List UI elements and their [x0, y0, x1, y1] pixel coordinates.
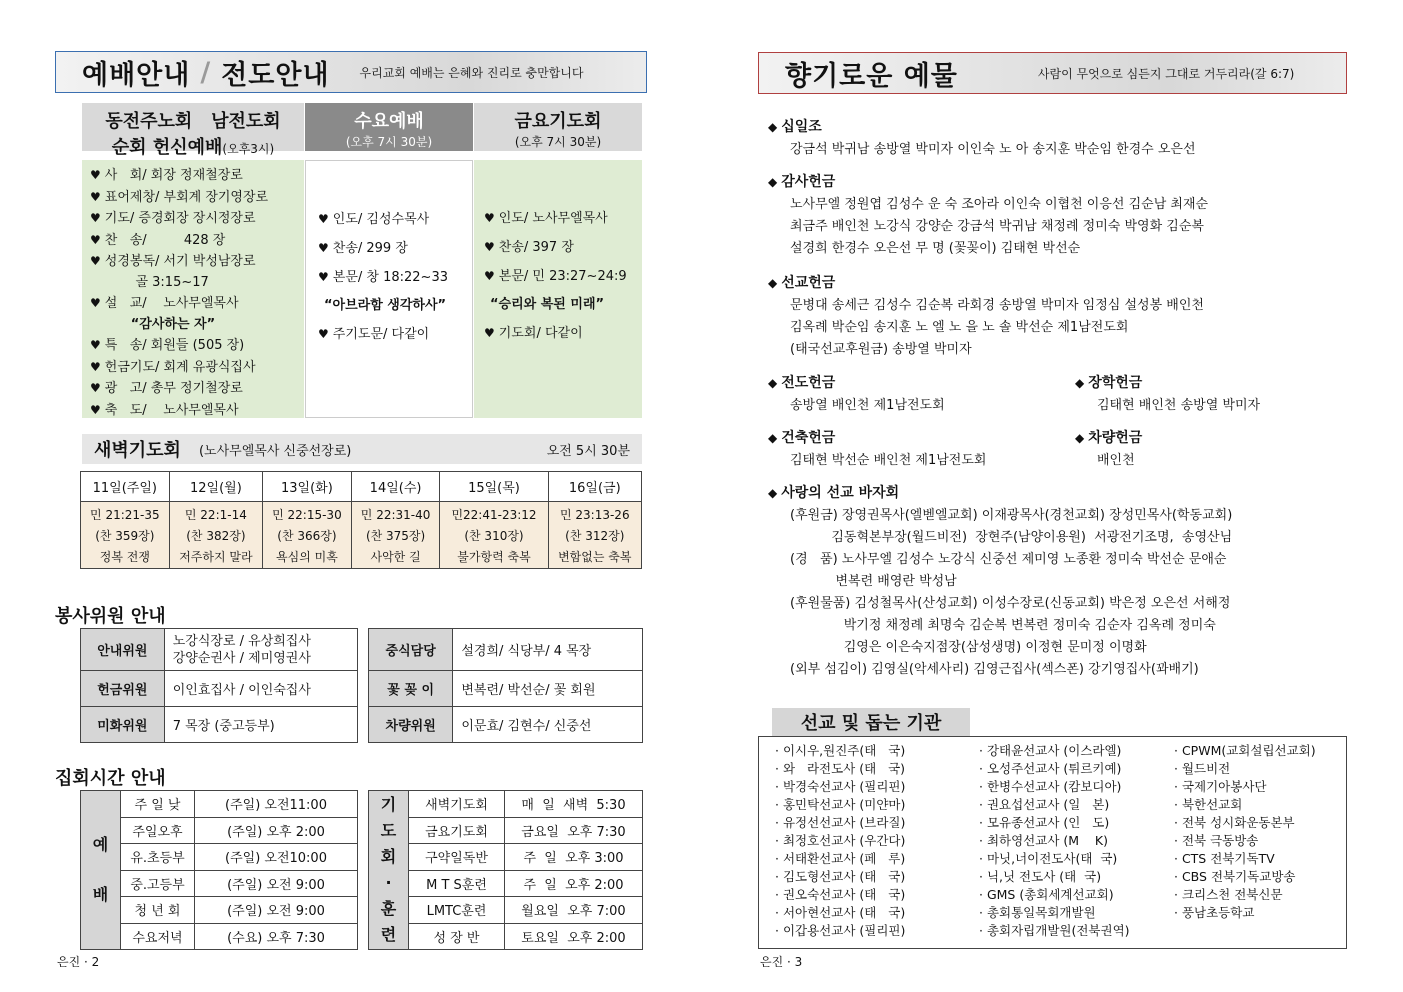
meeting-group-char: ·: [385, 873, 392, 892]
bazaar-line: 변복련 배영란 박성남: [790, 574, 957, 589]
usher-names: [164, 629, 357, 671]
bazaar-line: 김영은 이은숙지점장(삼성생명) 이정현 문미정 이명화: [790, 640, 1147, 655]
mission-section: [768, 272, 1204, 361]
vehicle-names: 이문효/ 김현수/ 신중선: [453, 707, 643, 743]
program-item-text: 설 교/ 노사무엘목사: [104, 296, 239, 311]
meeting-name: LMTC훈련: [409, 897, 505, 924]
meeting-name: 유.초등부: [121, 844, 195, 871]
dawn-hymn: (찬 382장): [186, 529, 246, 543]
friday-time: (오후 7시 30분): [514, 135, 602, 149]
heart-icon: ♥: [90, 232, 101, 247]
program-item-text: 사 회/ 회장 정재철장로: [104, 168, 243, 183]
offering-label: 헌금위원: [81, 671, 165, 707]
heart-icon: ♥: [90, 402, 101, 417]
diamond-icon: ◆: [768, 120, 778, 134]
program-item: [90, 357, 304, 379]
meeting-row: [81, 791, 358, 818]
meeting-name: 주일오후: [121, 817, 195, 844]
program-item: [318, 205, 472, 234]
volunteers-title: 봉사위원 안내: [55, 606, 166, 627]
heart-icon: ♥: [318, 327, 329, 341]
meeting-group-label: [81, 791, 121, 950]
thanks-names-3: 설경희 한경수 오은선 무 명 (꽃꽂이) 김태현 박선순: [790, 241, 1081, 256]
meeting-time: 주 일 오후 2:00: [505, 870, 643, 897]
meeting-group-char: 예: [92, 835, 109, 854]
building-section: [768, 427, 986, 472]
heart-icon: ♥: [90, 189, 101, 204]
program-item: [90, 400, 304, 422]
meeting-row: [369, 844, 643, 871]
dawn-day: 12일(월): [169, 472, 262, 502]
program-item-text: 헌금기도/ 회계 유광식집사: [104, 359, 256, 375]
agency-item: · 와 라전도사 (태 국): [775, 761, 906, 776]
meeting-row: [81, 817, 358, 844]
heart-icon: ♥: [318, 270, 329, 284]
meeting-group-char: 훈: [380, 899, 397, 918]
meeting-group-label: [369, 791, 409, 950]
diamond-icon: ◆: [768, 175, 778, 189]
heart-icon: ♥: [90, 168, 101, 182]
offering-subtitle: 사람이 무엇으로 심든지 그대로 거두리라(갈 6:7): [1037, 66, 1295, 81]
diamond-icon: ◆: [1075, 431, 1085, 445]
dawn-prayer-title: 새벽기도회: [94, 440, 181, 461]
dawn-theme: 정복 전쟁: [99, 550, 150, 564]
meeting-name: 새벽기도회: [409, 791, 505, 818]
agency-item: · 총회자립개발원(전북권역): [979, 923, 1130, 938]
program-item: [90, 293, 304, 315]
program-item: [90, 208, 304, 230]
mission-names-1: 문병대 송세근 김성수 김순복 라회경 송방열 박미자 임정심 설성봉 배인천: [790, 298, 1204, 313]
dawn-passage-row: [81, 502, 642, 569]
program-item: [318, 320, 472, 349]
meeting-row: [81, 923, 358, 950]
sunday-program-list: [90, 165, 304, 421]
agency-item: · 닉,닛 전도사 (태 국): [979, 869, 1102, 884]
agency-item: · 크리스천 전북신문: [1174, 887, 1283, 902]
program-item-text: 본문/ 창 18:22~33: [332, 270, 448, 285]
usher-label: 안내위원: [81, 629, 165, 671]
usher-names-line1: 노강식장로 / 유상희집사: [172, 633, 311, 649]
dawn-hymn: (찬 312장): [565, 529, 625, 543]
program-item: [484, 233, 642, 262]
dawn-day: 11일(주일): [81, 472, 170, 502]
right-page-number: 은진 · 3: [760, 955, 803, 969]
program-item: [90, 230, 304, 252]
wednesday-title: 수요예배: [354, 111, 424, 132]
dawn-day-row: [81, 472, 642, 502]
dawn-text: 민 23:13-26: [559, 508, 630, 522]
agencies-box: [758, 736, 1347, 949]
thanks-section: [768, 171, 1208, 260]
agencies-grid: [775, 742, 1346, 940]
agency-item: · 박경숙선교사 (필리핀): [775, 779, 906, 794]
agency-item: · 권요섭선교사 (일 본): [979, 797, 1110, 812]
meeting-time: (주일) 오전11:00: [195, 791, 358, 818]
agency-item: · 오성주선교사 (튀르키예): [979, 761, 1122, 776]
program-item: [484, 204, 642, 233]
agency-item: · 강태윤선교사 (이스라엘): [979, 743, 1122, 758]
wednesday-program-list: [318, 205, 472, 349]
agency-item: · 서태환선교사 (페 루): [775, 851, 906, 866]
building-names: 김태현 박선순 배인천 제1남전도회: [790, 453, 987, 468]
program-item-text: “감사하는 자”: [90, 316, 216, 332]
agency-item: · 전북 극동방송: [1174, 833, 1259, 848]
right-header: [758, 52, 1347, 94]
meeting-time: (주일) 오전 9:00: [195, 897, 358, 924]
dawn-passage-cell: [81, 502, 170, 569]
program-item-text: 인도/ 김성수목사: [332, 212, 430, 227]
program-item-text: 성경봉독/ 서기 박성남장로: [104, 254, 256, 269]
agency-item: · 이갑용선교사 (필리핀): [775, 923, 906, 938]
bazaar-line: 박기정 채정례 최명숙 김순복 변복련 정미숙 김순자 김옥례 정미숙: [790, 618, 1216, 633]
dawn-day: 14일(수): [351, 472, 440, 502]
meeting-name: 금요기도회: [409, 817, 505, 844]
friday-column-head: [474, 103, 642, 151]
dawn-text: 민 22:1-14: [184, 508, 247, 522]
heart-icon: ♥: [484, 269, 495, 283]
heart-icon: ♥: [90, 211, 101, 225]
agency-item: · 권오숙선교사 (태 국): [775, 887, 906, 902]
agency-item: · 홍민탁선교사 (미얀마): [775, 797, 906, 812]
building-label: 건축헌금: [781, 430, 836, 446]
program-item: [90, 273, 304, 294]
program-item-text: “승리와 복된 미래”: [490, 297, 605, 312]
offering-names: 이인효집사 / 이인숙집사: [164, 671, 357, 707]
program-item-text: 광 고/ 총무 정기철장로: [104, 381, 243, 396]
evangel-label: 전도헌금: [781, 375, 836, 391]
volunteer-table-right: [368, 628, 643, 743]
meeting-row: [81, 897, 358, 924]
program-item: [90, 187, 304, 209]
bazaar-line: (후원물품) 김성철목사(산성교회) 이성수장로(신동교회) 박은정 오은선 서해정: [790, 596, 1231, 611]
agencies-title: 선교 및 돕는 기관: [800, 713, 942, 734]
dawn-text: 민 21:21-35: [90, 508, 160, 522]
program-item: [90, 335, 304, 357]
meeting-time: (주일) 오후 2:00: [195, 817, 358, 844]
dawn-passage-cell: [263, 502, 352, 569]
dawn-passage-cell: [440, 502, 548, 569]
header-subtitle: 우리교회 예배는 은혜와 진리로 충만합니다: [359, 65, 584, 80]
dawn-theme: 저주하지 말라: [179, 550, 253, 564]
program-item: [90, 165, 304, 187]
agency-item: · 총회통일목회개발원: [979, 905, 1096, 920]
bazaar-lines: [768, 505, 1232, 681]
meeting-group-char: 련: [380, 925, 397, 944]
dawn-passage-cell: [351, 502, 440, 569]
agency-item: · 마닛,너이전도사(태 국): [979, 851, 1118, 866]
program-item-text: 표어제창/ 부회계 장기영장로: [104, 189, 269, 205]
program-item-text: 인도/ 노사무엘목사: [498, 211, 608, 226]
meeting-row: [81, 844, 358, 871]
meeting-row: [369, 870, 643, 897]
dawn-prayer-time: 오전 5시 30분: [546, 443, 630, 459]
agencies-col-3: [1174, 742, 1316, 940]
agency-item: · GMS (총회세계선교회): [979, 887, 1114, 902]
meeting-time: (수요) 오후 7:30: [195, 923, 358, 950]
thanks-names-1: 노사무엘 정원엽 김성수 운 숙 조아라 이인숙 이협천 이응선 김순남 최재순: [790, 197, 1209, 212]
dawn-text: 민22:41-23:12: [451, 508, 537, 522]
agency-item: · 한병수선교사 (캄보디아): [979, 779, 1122, 794]
program-item-text: 특 송/ 회원들 (505 장): [104, 338, 245, 353]
heart-icon: ♥: [90, 296, 101, 310]
program-item: [484, 319, 642, 348]
dawn-theme: 변함없는 축복: [558, 550, 632, 564]
meeting-group-char: 회: [380, 847, 397, 866]
meeting-name: 중.고등부: [121, 870, 195, 897]
agencies-col-1: [775, 742, 979, 940]
program-item-text: 찬송/ 299 장: [332, 241, 408, 256]
volunteer-table-left: [80, 628, 358, 743]
scholar-label: 장학헌금: [1088, 375, 1143, 391]
agency-item: · 국제기아봉사단: [1174, 779, 1267, 794]
meeting-time: 매 일 새벽 5:30: [505, 791, 643, 818]
mission-names-3: (태국선교후원금) 송방열 박미자: [790, 342, 972, 357]
diamond-icon: ◆: [768, 431, 778, 445]
worship-guide-title: 예배안내: [82, 59, 191, 91]
diamond-icon: ◆: [768, 276, 778, 290]
meeting-name: M T S훈련: [409, 870, 505, 897]
evangel-section: [768, 372, 945, 417]
meeting-group-char: 도: [380, 821, 397, 840]
dawn-passage-cell: [548, 502, 641, 569]
tithe-section: [768, 116, 1196, 161]
agency-item: · 풍남초등학교: [1174, 905, 1255, 920]
meeting-row: [369, 817, 643, 844]
offering-title: 향기로운 예물: [785, 60, 958, 92]
dawn-day: 16일(금): [548, 472, 641, 502]
evangel-names: 송방열 배인천 제1남전도회: [790, 398, 945, 413]
program-item: [90, 378, 304, 400]
vehicle-offering-label: 차량헌금: [1088, 430, 1143, 446]
diamond-icon: ◆: [768, 376, 778, 390]
dawn-text: 민 22:31-40: [360, 508, 431, 522]
wednesday-program: [305, 160, 473, 418]
meeting-row: [369, 897, 643, 924]
program-item: [484, 291, 642, 319]
agency-item: · CBS 전북기독교방송: [1174, 869, 1296, 884]
agency-item: · 김도형선교사 (태 국): [775, 869, 906, 884]
dawn-theme: 욕심의 미혹: [276, 550, 338, 564]
diamond-icon: ◆: [768, 486, 778, 500]
dawn-hymn: (찬 375장): [365, 529, 426, 543]
dawn-prayer-leader: (노사무엘목사 신중선장로): [198, 443, 352, 459]
meeting-row: [81, 870, 358, 897]
dawn-text: 민 22:15-30: [272, 508, 342, 522]
dawn-hymn: (찬 310장): [464, 529, 524, 543]
diamond-icon: ◆: [1075, 376, 1085, 390]
agency-item: · 최하영선교사 (M K): [979, 833, 1108, 848]
program-item-text: “아브라함 생각하사”: [324, 298, 447, 313]
agency-item: · 최정호선교사 (우간다): [775, 833, 906, 848]
meeting-row: [369, 791, 643, 818]
heart-icon: ♥: [90, 254, 101, 268]
program-item: [318, 263, 472, 292]
heart-icon: ♥: [318, 212, 329, 226]
bazaar-line: (외부 섬김이) 김영실(악세사리) 김영근집사(섹스폰) 강기영집사(꽈배기): [790, 662, 1199, 677]
heart-icon: ♥: [484, 240, 495, 254]
meeting-time: (주일) 오전10:00: [195, 844, 358, 871]
prayer-times-table: [368, 790, 643, 950]
program-item: [90, 251, 304, 273]
program-item: [318, 292, 472, 320]
cleaning-label: 미화위원: [81, 707, 165, 743]
meeting-name: 성 장 반: [409, 923, 505, 950]
dawn-theme: 사악한 길: [370, 550, 421, 564]
heart-icon: ♥: [90, 359, 101, 374]
bazaar-section: [768, 482, 1232, 681]
thanks-names-2: 최금주 배인천 노강식 강양순 강금석 박귀남 채정례 정미숙 박영화 김순복: [790, 219, 1204, 234]
cleaning-names: 7 목장 (중고등부): [164, 707, 357, 743]
tithe-label: 십일조: [781, 119, 822, 135]
vehicle-offering-section: [1075, 427, 1142, 472]
meeting-name: 수요저녁: [121, 923, 195, 950]
sunday-title-line1: 동전주노회 남전도회: [105, 111, 281, 132]
agency-item: · 모유종선교사 (인 도): [979, 815, 1110, 830]
meeting-time: (주일) 오전 9:00: [195, 870, 358, 897]
agency-item: · 이시우,원진주(태 국): [775, 743, 906, 758]
sunday-title-line2: 순회 헌신예배: [111, 137, 223, 158]
agency-item: · 월드비전: [1174, 761, 1231, 776]
scholar-section: [1075, 372, 1260, 417]
heart-icon: ♥: [90, 381, 101, 395]
mission-label: 선교헌금: [781, 275, 836, 291]
agency-item: · 전북 성시화운동본부: [1174, 815, 1295, 830]
program-item: [484, 262, 642, 291]
heart-icon: ♥: [484, 211, 495, 225]
meeting-row: [369, 923, 643, 950]
meeting-name: 구약일독반: [409, 844, 505, 871]
evangelism-guide-title: 전도안내: [221, 59, 330, 91]
meeting-time: 금요일 오후 7:30: [505, 817, 643, 844]
agency-item: · CPWM(교회설립선교회): [1174, 743, 1316, 758]
wednesday-column-head: [305, 103, 473, 151]
heart-icon: ♥: [484, 326, 495, 340]
dawn-theme: 불가항력 축복: [457, 550, 531, 564]
bazaar-label: 사랑의 선교 바자회: [781, 485, 900, 501]
agencies-title-box: [772, 708, 970, 736]
program-item-text: 본문/ 민 23:27~24:9: [498, 269, 627, 284]
bazaar-line: 김동혁본부장(월드비전) 장현주(남양이용원) 서광전기조명, 송영산님: [790, 530, 1233, 545]
friday-program-list: [484, 204, 642, 348]
sunday-time: (오후3시): [222, 142, 275, 156]
heart-icon: ♥: [90, 338, 101, 352]
dawn-passage-cell: [169, 502, 262, 569]
friday-program: [474, 160, 642, 418]
usher-names-line2: 강양순권사 / 제미영권사: [172, 650, 311, 666]
dawn-hymn: (찬 359장): [95, 529, 155, 543]
left-page-number: 은진 · 2: [57, 955, 100, 969]
program-item-text: 주기도문/ 다같이: [332, 327, 430, 342]
scholar-names: 김태현 배인천 송방열 박미자: [1097, 398, 1261, 413]
agency-item: · 서아현선교사 (태 국): [775, 905, 906, 920]
agency-item: · CTS 전북기독TV: [1174, 851, 1275, 866]
agencies-col-2: [979, 742, 1174, 940]
agency-item: · 북한선교회: [1174, 797, 1243, 812]
meetings-title: 집회시간 안내: [55, 768, 166, 789]
program-item: [90, 315, 304, 336]
friday-title: 금요기도회: [514, 111, 602, 132]
heart-icon: ♥: [318, 241, 329, 255]
sunday-program: [82, 160, 304, 418]
sunday-column-head: [82, 103, 304, 158]
dawn-day: 13일(화): [263, 472, 352, 502]
meeting-group-char: 기: [380, 795, 397, 814]
tithe-names: 강금석 박귀남 송방열 박미자 이인숙 노 아 송지훈 박순임 한경수 오은선: [790, 142, 1196, 157]
worship-times-table: [80, 790, 358, 950]
lunch-label: 중식담당: [369, 629, 453, 671]
thanks-label: 감사헌금: [781, 174, 836, 190]
program-item-text: 찬 송/ 428 장: [104, 232, 226, 248]
program-item: [318, 234, 472, 263]
program-item-text: 기도회/ 다같이: [498, 326, 583, 341]
agency-item: · 유정선선교사 (브라질): [775, 815, 906, 830]
meeting-group-char: 배: [92, 885, 109, 904]
program-item-text: 기도/ 증경회장 장시정장로: [104, 211, 256, 226]
meeting-time: 주 일 오후 3:00: [505, 844, 643, 871]
dawn-hymn: (찬 366장): [277, 529, 337, 543]
flower-names: 변복련/ 박선순/ 꽃 회원: [453, 671, 643, 707]
meeting-name: 주 일 낮: [121, 791, 195, 818]
dawn-prayer-header: [82, 434, 642, 464]
meeting-name: 청 년 회: [121, 897, 195, 924]
wednesday-time: (오후 7시 30분): [345, 135, 433, 149]
bazaar-line: (경 품) 노사무엘 김성수 노강식 신중선 제미영 노종환 정미숙 박선순 문애순: [790, 552, 1227, 567]
dawn-day: 15일(목): [440, 472, 548, 502]
program-item-text: 축 도/ 노사무엘목사: [104, 402, 239, 418]
lunch-names: 설경희/ 식당부/ 4 목장: [453, 629, 643, 671]
program-item-text: 골 3:15~17: [90, 274, 209, 290]
meeting-time: 월요일 오후 7:00: [505, 897, 643, 924]
bazaar-line: (후원금) 장영권목사(엘벧엘교회) 이재광목사(경천교회) 장성민목사(학동교회): [790, 508, 1233, 523]
meeting-time: 토요일 오후 2:00: [505, 923, 643, 950]
vehicle-offering-names: 배인천: [1097, 453, 1135, 468]
flower-label: 꽃 꽂 이: [369, 671, 453, 707]
dawn-prayer-table: [80, 471, 642, 569]
vehicle-label: 차량위원: [369, 707, 453, 743]
left-header: [55, 51, 647, 93]
mission-names-2: 김옥례 박순임 송지훈 노 엘 노 을 노 솔 박선순 제1남전도회: [790, 320, 1129, 335]
program-item-text: 찬송/ 397 장: [498, 240, 574, 255]
title-slash: /: [200, 56, 212, 88]
